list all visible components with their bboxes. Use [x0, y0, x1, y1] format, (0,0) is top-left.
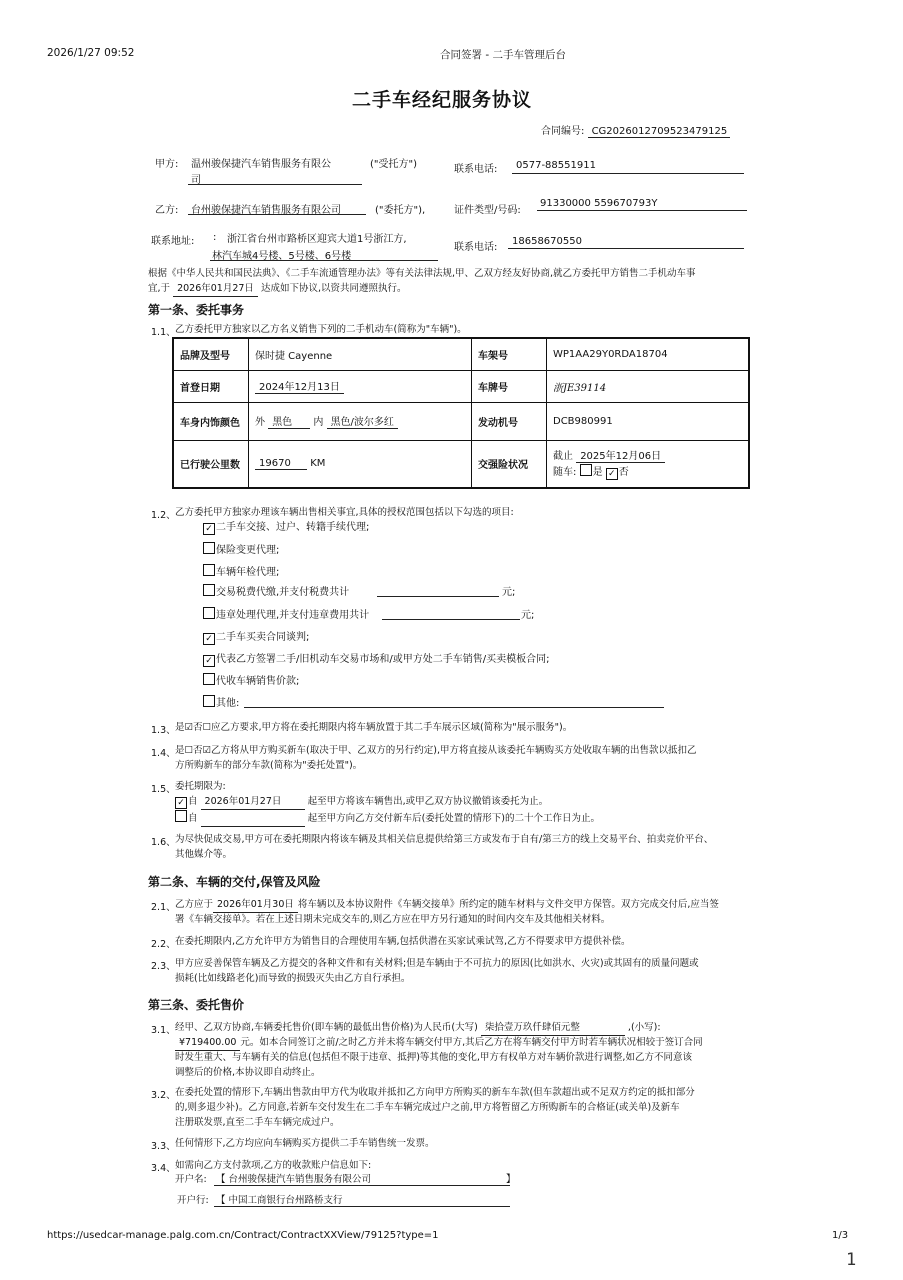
with-car-yes: 是 — [592, 467, 603, 479]
brand-value: 保时捷 Cayenne — [249, 338, 472, 370]
preamble-line1: 根据《中华人民共和国民法典》、《二手车流通管理办法》等有关法律法规,甲、乙双方经友好协商,就乙方委托甲方销售二手机动车事 — [148, 268, 696, 279]
color-cell — [249, 402, 472, 440]
option-label: 二手车交接、过户、转籍手续代理; — [216, 522, 370, 533]
term-b-text: 起至甲方向乙方交付新车后(委托处置的情形下)的二十个工作日为止。 — [307, 813, 600, 824]
account-name-label: 开户名: — [175, 1174, 207, 1185]
term-a-text: 起至甲方将该车辆售出,或甲乙双方协议撤销该委托为止。 — [307, 796, 549, 807]
clause-number: 1.6、 — [151, 837, 176, 848]
price-numeric: ¥719400.00 — [175, 1035, 240, 1051]
party-b-id-value: 91330000 559670793Y — [540, 198, 658, 209]
party-a-role: ("受托方") — [370, 159, 418, 170]
party-a-name-line1: 温州骏保捷汽车销售服务有限公 — [191, 159, 331, 170]
clause-3-4: 如需向乙方支付款项,乙方的收款账户信息如下: — [175, 1160, 372, 1171]
option-label: 保险变更代理; — [216, 545, 280, 556]
option-item[interactable] — [203, 694, 239, 709]
print-datetime: 2026/1/27 09:52 — [47, 47, 135, 59]
delivery-date: 2026年01月30日 — [213, 897, 298, 913]
clause-1-6-line1: 为尽快促成交易,甲方可在委托期限内将该车辆及其相关信息提供给第三方或发布于自有/第三方的线上交易平台、拍卖竞价平台、 — [175, 834, 714, 845]
price-uppercase: 柒拾壹万玖仟肆佰元整 — [481, 1020, 625, 1036]
clause-2-1-line1 — [175, 897, 719, 913]
plate-value: 浙JE39114 — [547, 370, 750, 402]
exterior-label: 外 — [255, 417, 265, 428]
bank-name: 【 中国工商银行台州路桥支行 — [216, 1195, 343, 1206]
checkbox[interactable] — [203, 564, 215, 576]
brand-label: 品牌及型号 — [173, 338, 249, 370]
option-label: 车辆年检代理; — [216, 567, 280, 578]
clause-3-3: 任何情形下,乙方均应向车辆购买方提供二手车销售统一发票。 — [175, 1138, 435, 1149]
preamble-prefix: 宜,于 — [148, 283, 171, 294]
mileage-label: 已行驶公里数 — [173, 440, 249, 488]
clause-number: 3.2、 — [151, 1090, 176, 1101]
clause-number: 1.4、 — [151, 748, 176, 759]
clause-2-2: 在委托期限内,乙方允许甲方为销售目的合理使用车辆,包括供潜在买家试乘试驾,乙方不得要求甲方提供补偿。 — [175, 936, 631, 947]
table-row — [173, 370, 749, 402]
option-label: 违章处理代理,并支付违章费用共计 — [216, 610, 370, 621]
interior-color: 黑色/波尔多红 — [327, 413, 398, 429]
clause-3-1-text: 元。如本合同签订之前/之时乙方并未将车辆交付甲方,其后乙方在将车辆交付甲方时若车辆状况相较于签订合同 — [240, 1037, 703, 1048]
option-item[interactable] — [203, 583, 349, 598]
party-b-label: 乙方: — [155, 205, 179, 216]
vehicle-info-table — [172, 337, 750, 489]
reg-date-cell — [249, 370, 472, 402]
insurance-until-label: 截止 — [553, 451, 573, 463]
preamble-suffix: 达成如下协议,以资共同遵照执行。 — [260, 283, 407, 294]
party-b-address-prefix: : — [213, 232, 217, 243]
clause-3-1-prefix: 经甲、乙双方协商,车辆委托售价(即车辆的最低出售价格)为人民币(大写) — [175, 1022, 478, 1033]
checkbox[interactable] — [203, 607, 215, 619]
print-url: https://usedcar-manage.palg.com.cn/Contract/ContractXXView/79125?type=1 — [47, 1230, 439, 1241]
checkbox-yes[interactable] — [580, 464, 592, 476]
interior-label: 内 — [313, 417, 324, 428]
clause-3-2-line3: 注册联发票,直至二手车车辆完成过户。 — [175, 1117, 340, 1128]
table-row — [173, 440, 749, 488]
term-option-b — [175, 810, 600, 827]
mileage-cell — [249, 440, 472, 488]
clause-3-1-line2 — [175, 1035, 703, 1051]
clause-number: 3.1、 — [151, 1025, 176, 1036]
with-car-label: 随车: — [553, 467, 577, 479]
party-b-address-label: 联系地址: — [151, 236, 195, 247]
checkbox-checked[interactable]: ✓ — [203, 655, 215, 667]
clause-3-2-line2: 的,则多退少补)。乙方同意,若新车交付发生在二手车车辆完成过户之前,甲方将暂留乙方所购新车的合格证(或关单)及新车 — [175, 1102, 680, 1113]
exterior-color: 黑色 — [268, 413, 310, 429]
preamble-line2 — [148, 281, 406, 297]
party-b-address-line1: 浙江省台州市路桥区迎宾大道1号浙江方, — [227, 234, 407, 245]
clause-number: 2.2、 — [151, 939, 176, 950]
option-label: 代表乙方签署二手/旧机动车交易市场和/或甲方处二手车销售/买卖模板合同; — [216, 654, 550, 665]
contract-number — [541, 122, 730, 138]
clause-1-2: 乙方委托甲方独家办理该车辆出售相关事宜,具体的授权范围包括以下勾选的项目: — [175, 507, 514, 518]
option-label: 二手车买卖合同谈判; — [216, 632, 310, 643]
option-item[interactable] — [203, 563, 279, 578]
clause-2-1-prefix: 乙方应于 — [175, 899, 214, 910]
option-label: 其他: — [216, 698, 240, 709]
clause-3-1-line3: 时发生重大、与车辆有关的信息(包括但不限于违章、抵押)等其他的变化,甲方有权单方对车辆价款进行调整,如乙方不同意该 — [175, 1052, 692, 1063]
engine-value: DCB980991 — [547, 402, 750, 440]
clause-1-4-line2: 方所购新车的部分车款(简称为"委托处置")。 — [175, 760, 363, 771]
contract-number-value: CG2026012709523479125 — [588, 126, 730, 138]
mileage-value: 19670 — [255, 458, 307, 470]
clause-3-2-line1: 在委托处置的情形下,车辆出售款由甲方代为收取并抵扣乙方向甲方所购买的新车车款(但车款超出或不足双方约定的抵扣部分 — [175, 1087, 695, 1098]
party-a-phone: 0577-88551911 — [516, 160, 596, 171]
contract-number-label: 合同编号: — [541, 126, 585, 137]
checkbox[interactable] — [175, 810, 187, 822]
tax-yuan: 元; — [502, 587, 516, 598]
clause-1-1: 乙方委托甲方独家以乙方名义销售下列的二手机动车(简称为"车辆")。 — [175, 324, 467, 335]
engine-label: 发动机号 — [472, 402, 547, 440]
option-item[interactable] — [203, 628, 309, 645]
clause-1-6-line2: 其他媒介等。 — [175, 849, 233, 860]
party-b-phone-label: 联系电话: — [454, 242, 498, 253]
clause-number: 1.1、 — [151, 327, 176, 338]
clause-3-1-line1 — [175, 1020, 661, 1036]
document-title: 二手车经纪服务协议 — [352, 89, 533, 111]
violation-yuan: 元; — [521, 610, 535, 621]
print-page: 1/3 — [832, 1230, 849, 1241]
clause-1-3: 是☑否☐应乙方要求,甲方将在委托期限内将车辆放置于其二手车展示区域(简称为"展示服务")。 — [175, 722, 573, 733]
vin-value: WP1AA29Y0RDA18704 — [547, 338, 750, 370]
plate-label: 车牌号 — [472, 370, 547, 402]
page-number: 1 — [846, 1250, 857, 1270]
bank-label: 开户行: — [177, 1195, 209, 1206]
print-header-title: 合同签署 - 二手车管理后台 — [440, 49, 566, 61]
mileage-unit: KM — [310, 457, 326, 469]
party-a-label: 甲方: — [155, 159, 179, 170]
checkbox[interactable] — [203, 673, 215, 685]
checkbox-checked[interactable]: ✓ — [203, 523, 215, 535]
clause-number: 1.2、 — [151, 510, 176, 521]
account-name-close: 】 — [506, 1174, 516, 1185]
party-b-address-line2: 林汽车城4号楼、5号楼、6号楼 — [212, 251, 352, 262]
reg-date-label: 首登日期 — [173, 370, 249, 402]
clause-2-3-line1: 甲方应妥善保管车辆及乙方提交的各种文件和有关材料;但是车辆由于不可抗力的原因(比如洪水、火灾)或其固有的质量问题或 — [175, 958, 699, 969]
option-item[interactable] — [203, 606, 369, 621]
option-item[interactable] — [203, 672, 299, 687]
color-label: 车身内饰颜色 — [173, 402, 249, 440]
clause-2-1-line2: 署《车辆交接单》。若在上述日期未完成交车的,则乙方应在甲方另行通知的时间内交车及其他相关材料。 — [175, 914, 611, 925]
option-label: 代收车辆销售价款; — [216, 676, 300, 687]
clause-number: 2.3、 — [151, 961, 176, 972]
article3-title: 第三条、委托售价 — [148, 998, 245, 1012]
party-a-name-line2: 司 — [191, 175, 201, 186]
table-row — [173, 402, 749, 440]
clause-1-4-line1: 是☐否☑乙方将从甲方购买新车(取决于甲、乙双方的另行约定),甲方将直接从该委托车辆购买方处收取车辆的出售款以抵扣乙 — [175, 745, 697, 756]
option-item[interactable] — [203, 541, 279, 556]
term-a-prefix: 自 — [188, 796, 198, 807]
option-item[interactable] — [203, 518, 369, 535]
insurance-label: 交强险状况 — [472, 440, 547, 488]
option-label: 交易税费代缴,并支付税费共计 — [216, 587, 350, 598]
insurance-until-date: 2025年12月06日 — [576, 447, 665, 463]
term-a-date: 2026年01月27日 — [201, 794, 305, 810]
party-a-phone-label: 联系电话: — [454, 164, 498, 175]
clause-2-3-line2: 损耗(比如线路老化)而导致的损毁灭失由乙方自行承担。 — [175, 973, 411, 984]
term-option-a — [175, 794, 548, 810]
option-item[interactable] — [203, 650, 549, 667]
checkbox-checked[interactable]: ✓ — [175, 797, 187, 809]
clause-2-1-text: 将车辆以及本协议附件《车辆交接单》所约定的随车材料与文件交甲方保管。双方完成交付后,应当签 — [297, 899, 719, 910]
table-row — [173, 338, 749, 370]
term-b-prefix: 自 — [188, 813, 198, 824]
insurance-with-car — [553, 463, 742, 480]
reg-date-value: 2024年12月13日 — [255, 378, 344, 394]
with-car-no: 否 — [618, 467, 629, 479]
preamble-date: 2026年01月27日 — [173, 281, 258, 297]
clause-number: 1.5、 — [151, 784, 176, 795]
checkbox[interactable] — [203, 695, 215, 707]
party-b-role: ("委托方"), — [375, 205, 426, 216]
vin-label: 车架号 — [472, 338, 547, 370]
article1-title: 第一条、委托事务 — [148, 303, 245, 317]
article2-title: 第二条、车辆的交付,保管及风险 — [148, 875, 321, 889]
party-b-id-label: 证件类型/号码: — [454, 205, 521, 216]
checkbox[interactable] — [203, 542, 215, 554]
checkbox-checked[interactable]: ✓ — [203, 633, 215, 645]
account-name: 【 台州骏保捷汽车销售服务有限公司 — [216, 1174, 372, 1185]
checkbox-no[interactable]: ✓ — [606, 468, 618, 480]
clause-number: 3.4、 — [151, 1163, 176, 1174]
clause-3-1-suffix: ,(小写): — [627, 1022, 661, 1033]
clause-number: 2.1、 — [151, 902, 176, 913]
clause-1-5: 委托期限为: — [175, 781, 226, 792]
clause-number: 3.3、 — [151, 1141, 176, 1152]
checkbox[interactable] — [203, 584, 215, 596]
insurance-until — [553, 447, 742, 463]
party-b-phone: 18658670550 — [512, 236, 582, 247]
insurance-cell — [547, 440, 750, 488]
clause-number: 1.3、 — [151, 725, 176, 736]
clause-3-1-line4: 调整后的价格,本协议即自动终止。 — [175, 1067, 321, 1078]
party-b-name: 台州骏保捷汽车销售服务有限公司 — [191, 205, 341, 216]
